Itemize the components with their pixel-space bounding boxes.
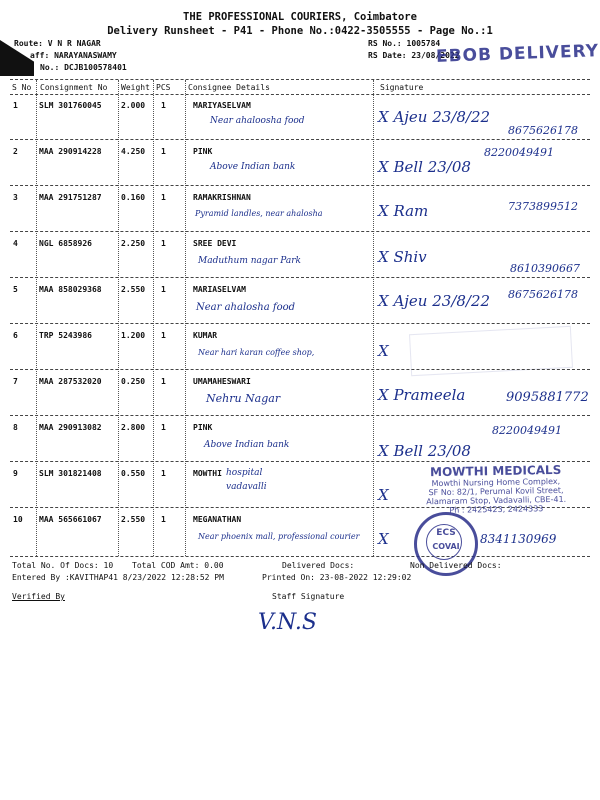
col-line [36, 80, 37, 556]
row-consignee-name: SREE DEVI [193, 239, 237, 248]
row-consignment: SLM 301760045 [39, 101, 102, 110]
row-consignee-name: MOWTHI [193, 469, 222, 478]
doc-number: No.: DCJB100578401 [40, 63, 127, 72]
row-pcs: 1 [161, 239, 166, 248]
row-weight: 0.250 [121, 377, 146, 386]
row-signature: X Ajeu 23/8/22 [378, 108, 491, 126]
row-weight: 2.800 [121, 423, 146, 432]
row-phone: 8220049491 [484, 146, 554, 159]
row-divider [10, 415, 590, 416]
row-sno: 5 [13, 285, 18, 294]
row-weight: 2.550 [121, 515, 146, 524]
rs-date: RS Date: 23/08/2022 [368, 51, 460, 60]
entered-by: Entered By :KAVITHAP41 8/23/2022 12:28:52 PM [12, 573, 224, 582]
row-phone: 8675626178 [508, 124, 578, 137]
row-consignment: MAA 858029368 [39, 285, 102, 294]
row-signature: X [378, 342, 389, 360]
row-pcs: 1 [161, 101, 166, 110]
row-consignee-name: UMAMAHESWARI [193, 377, 251, 386]
col-signature: Signature [380, 83, 424, 92]
row-sno: 4 [13, 239, 18, 248]
delivery-stamp: EBOB DELIVERY [435, 41, 600, 67]
row-pcs: 1 [161, 515, 166, 524]
printed-on: Printed On: 23-08-2022 12:29:02 [262, 573, 412, 582]
row-divider [10, 323, 590, 324]
row-consignee-note: Nehru Nagar [206, 392, 281, 405]
staff-label: aff: NARAYANASWAMY [30, 51, 117, 60]
row-consignment: MAA 290914228 [39, 147, 102, 156]
row-consignee-name: PINK [193, 147, 213, 156]
row-consignment: MAA 287532020 [39, 377, 102, 386]
row-weight: 2.550 [121, 285, 146, 294]
total-cod: Total COD Amt: 0.00 [132, 561, 224, 570]
row-sno: 3 [13, 193, 18, 202]
col-pcs: PCS [156, 83, 171, 92]
row-consignee-note: hospital vadavalli [226, 468, 267, 492]
row-signature: X Ram [378, 202, 429, 220]
row-consignment: NGL 6858926 [39, 239, 92, 248]
route-label: Route: V N R NAGAR [14, 39, 101, 48]
row-signature: X Ajeu 23/8/22 [378, 292, 491, 310]
clinic-stamp-line: Alamaram Stop, Vadavalli, CBE-41. [426, 494, 567, 507]
row-weight: 4.250 [121, 147, 146, 156]
total-docs: Total No. Of Docs: 10 [12, 561, 114, 570]
row-signature: X [378, 530, 389, 548]
row-sno: 7 [13, 377, 18, 386]
header-bottom-divider [10, 94, 590, 95]
non-delivered-docs: Non Delivered Docs: [410, 561, 502, 570]
row-weight: 0.160 [121, 193, 146, 202]
row-pcs: 1 [161, 147, 166, 156]
row-weight: 1.200 [121, 331, 146, 340]
row-signature: X Shiv [378, 248, 427, 266]
row-consignee-name: MEGANATHAN [193, 515, 242, 524]
staff-signature: V.N.S [258, 610, 317, 635]
row-consignee-note: Near ahaloosha food [210, 116, 305, 126]
row-consignee-note: Maduthum nagar Park [198, 256, 301, 266]
clinic-stamp-line: Ph : 2425423, 2424333 [449, 504, 544, 515]
row-signature: X Bell 23/08 [378, 442, 471, 460]
row-consignee-note: Above Indian bank [204, 440, 290, 450]
col-line [373, 80, 374, 556]
row-phone: 8610390667 [510, 262, 580, 275]
row-consignment: MAA 565661067 [39, 515, 102, 524]
row-weight: 2.250 [121, 239, 146, 248]
row-divider [10, 461, 590, 462]
row-sno: 9 [13, 469, 18, 478]
row-sno: 2 [13, 147, 18, 156]
row-consignee-note: Near hari karan coffee shop, [198, 348, 315, 357]
col-sno: S No [12, 83, 32, 92]
staff-signature-label: Staff Signature [272, 592, 345, 601]
row-pcs: 1 [161, 285, 166, 294]
row-pcs: 1 [161, 377, 166, 386]
clinic-stamp-line: Mowthi Nursing Home Complex, [431, 476, 561, 489]
row-phone: 7373899512 [508, 200, 578, 213]
row-pcs: 1 [161, 469, 166, 478]
row-sno: 10 [13, 515, 23, 524]
row-consignee-name: KUMAR [193, 331, 218, 340]
row-divider [10, 185, 590, 186]
row-pcs: 1 [161, 423, 166, 432]
row-consignment: TRP 5243986 [39, 331, 92, 340]
company-title: THE PROFESSIONAL COURIERS, Coimbatore [183, 11, 417, 23]
row-consignee-name: MARIYASELVAM [193, 101, 251, 110]
row-consignee-note: Near phoenix mall, professional courier [198, 532, 360, 541]
row-phone: 8341130969 [480, 532, 557, 546]
clinic-stamp-line: SF No: 82/1, Perumal Kovil Street, [428, 485, 564, 498]
row-signature: X [378, 486, 389, 504]
row-consignee-name: MARIASELVAM [193, 285, 246, 294]
row-sno: 6 [13, 331, 18, 340]
header-top-divider [10, 79, 590, 80]
runsheet-subtitle: Delivery Runsheet - P41 - Phone No.:0422-3505555 - Page No.:1 [107, 25, 493, 37]
col-consignment: Consignment No [40, 83, 108, 92]
row-weight: 2.000 [121, 101, 146, 110]
clinic-stamp-title: MOWTHI MEDICALS [429, 462, 562, 480]
row-signature: X Bell 23/08 [378, 158, 471, 176]
seal-text-top: ECS [436, 528, 456, 538]
col-consignee: Consignee Details [188, 83, 270, 92]
row-phone: 9095881772 [506, 390, 589, 405]
clinic-stamp [396, 462, 597, 515]
row-signature: X Prameela [378, 386, 466, 404]
col-line [185, 80, 186, 556]
verified-by-label: Verified By [12, 592, 65, 601]
row-consignee-note: Pyramid landles, near ahalosha [195, 209, 323, 218]
seal-text-bottom: COVAI [432, 542, 460, 551]
row-consignee-name: RAMAKRISHNAN [193, 193, 251, 202]
rs-number: RS No.: 1005784 [368, 39, 441, 48]
row-phone: 8675626178 [508, 288, 578, 301]
row-consignee-name: PINK [193, 423, 213, 432]
row-consignment: MAA 290913082 [39, 423, 102, 432]
row-pcs: 1 [161, 331, 166, 340]
delivered-docs: Delivered Docs: [282, 561, 355, 570]
row-pcs: 1 [161, 193, 166, 202]
row-phone: 8220049491 [492, 424, 562, 437]
row-divider [10, 231, 590, 232]
col-line [153, 80, 154, 556]
row-divider [10, 369, 590, 370]
row-consignment: SLM 301821408 [39, 469, 102, 478]
row-weight: 0.550 [121, 469, 146, 478]
row-divider [10, 139, 590, 140]
row-consignee-note: Above Indian bank [210, 162, 296, 172]
col-weight: Weight [121, 83, 150, 92]
row-sno: 8 [13, 423, 18, 432]
table-bottom-divider [10, 556, 590, 557]
col-line [118, 80, 119, 556]
row-consignment: MAA 291751287 [39, 193, 102, 202]
row-consignee-note: Near ahalosha food [196, 302, 296, 313]
row-divider [10, 277, 590, 278]
row-sno: 1 [13, 101, 18, 110]
